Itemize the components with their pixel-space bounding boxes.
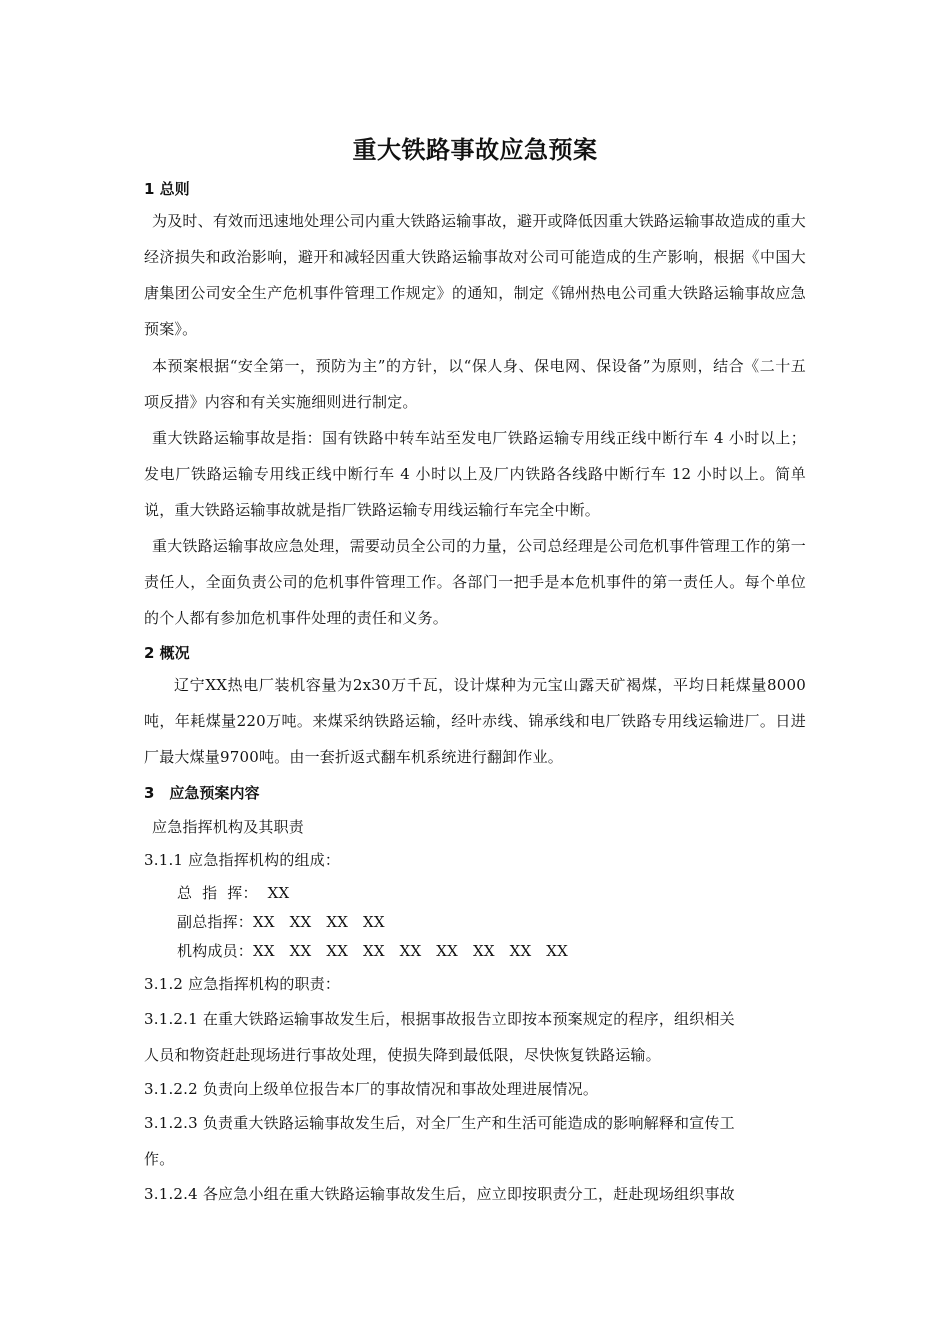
item-3-1-2: 3.1.2 应急指挥机构的职责： [144,975,341,993]
duty-3-1-2-3-line-2: 作。 [144,1150,175,1168]
document-title: 重大铁路事故应急预案 [352,136,598,164]
duty-3-1-2-2: 3.1.2.2 负责向上级单位报告本厂的事故情况和事故处理进展情况。 [144,1080,599,1098]
section-3-heading: 3 应急预案内容 [144,784,260,802]
section-1-paragraph-1: 为及时、有效而迅速地处理公司内重大铁路运输事故，避开或降低因重大铁路运输事故造成的重大经济损失和政治影响，避开和减轻因重大铁路运输事故对公司可能造成的生产影响，根据《中国大唐集团公司安全生产危机事件管理工作规定》的通知，制定《锦州热电公司重大铁路运输事故应急预案》。 [144,212,806,338]
section-1-heading: 1 总则 [144,180,190,198]
duty-3-1-2-3-line-1: 3.1.2.3 负责重大铁路运输事故发生后，对全厂生产和生活可能造成的影响解释和宣传工 [144,1114,735,1132]
duty-3-1-2-1-line-2: 人员和物资赶赴现场进行事故处理，使损失降到最低限，尽快恢复铁路运输。 [144,1046,661,1064]
section-1-paragraph-2: 本预案根据“安全第一，预防为主”的方针，以“保人身、保电网、保设备”为原则，结合《二十五项反措》内容和有关实施细则进行制定。 [144,357,806,411]
section-1-paragraph-3: 重大铁路运输事故是指：国有铁路中转车站至发电厂铁路运输专用线正线中断行车 4 小时以上；发电厂铁路运输专用线正线中断行车 4 小时以上及厂内铁路各线路中断行车 12 小时以上。简单说，重大铁路运输事故就是指厂铁路运输专用线运输行车完全中断。 [144,429,806,519]
duty-3-1-2-4: 3.1.2.4 各应急小组在重大铁路运输事故发生后，应立即按职责分工，赶赴现场组织事故 [144,1185,735,1203]
section-3-subheading: 应急指挥机构及其职责 [152,818,305,836]
duty-3-1-2-1-line-1: 3.1.2.1 在重大铁路运输事故发生后，根据事故报告立即按本预案规定的程序，组织相关 [144,1010,735,1028]
item-3-1-1: 3.1.1 应急指挥机构的组成： [144,851,341,869]
deputy-commander-line: 副总指挥：XX XX XX XX [177,913,385,931]
section-2-paragraph-1: 辽宁XX热电厂装机容量为2x30万千瓦，设计煤种为元宝山露天矿褐煤，平均日耗煤量8000吨，年耗煤量220万吨。来煤采纳铁路运输，经叶赤线、锦承线和电厂铁路专用线运输进厂。日进厂最大煤量9700吨。由一套折返式翻车机系统进行翻卸作业。 [144,676,806,766]
section-2-heading: 2 概况 [144,644,190,662]
commander-line: 总 指 挥： XX [177,884,290,902]
members-line: 机构成员：XX XX XX XX XX XX XX XX XX [177,942,569,960]
section-1-paragraph-4: 重大铁路运输事故应急处理，需要动员全公司的力量，公司总经理是公司危机事件管理工作的第一责任人，全面负责公司的危机事件管理工作。各部门一把手是本危机事件的第一责任人。每个单位的个人都有参加危机事件处理的责任和义务。 [144,537,806,627]
